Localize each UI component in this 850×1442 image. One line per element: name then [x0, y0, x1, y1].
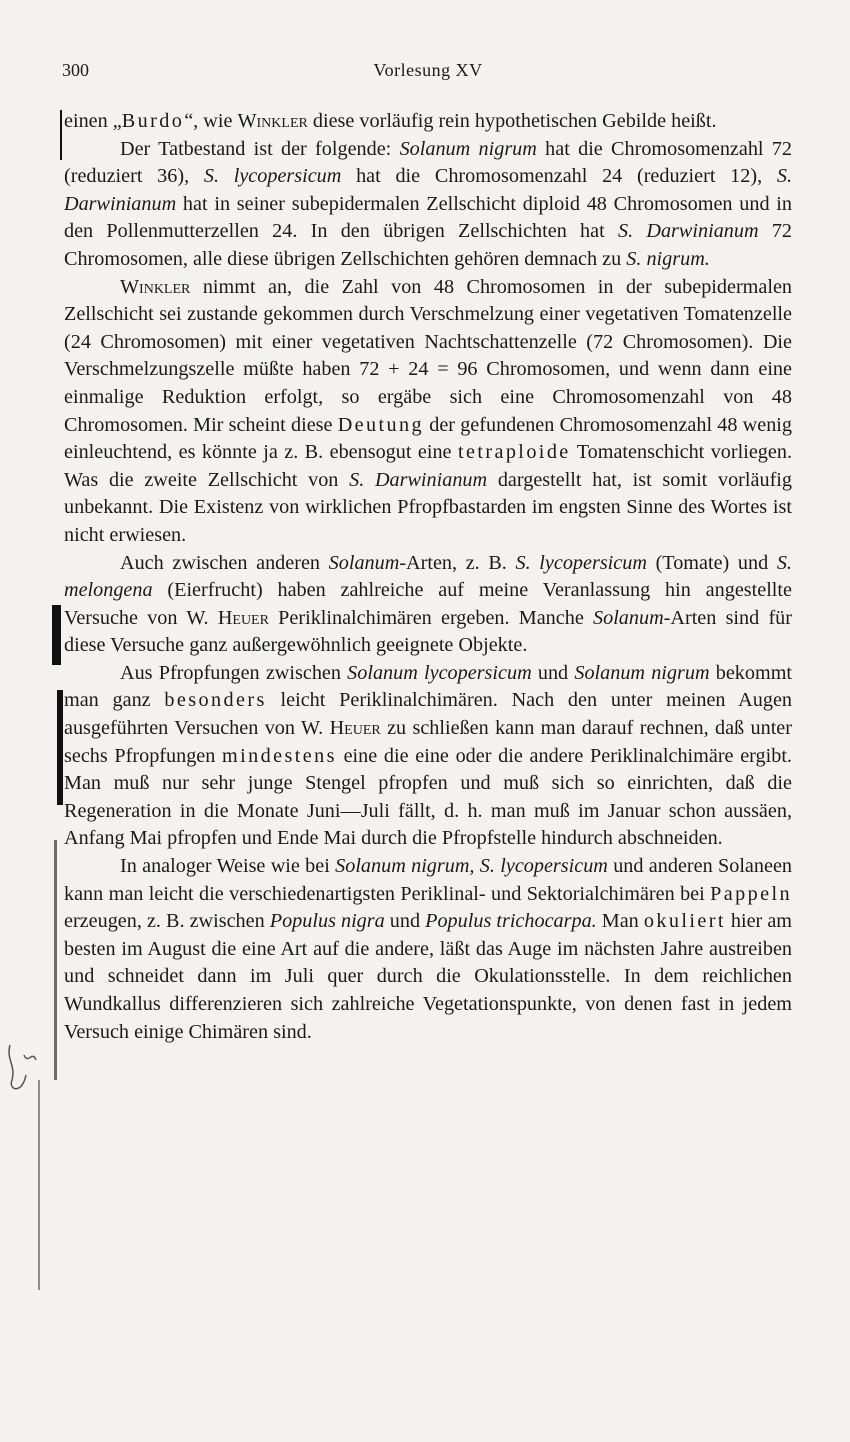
page-number: 300 — [62, 60, 89, 80]
body-text — [64, 108, 792, 1046]
text-run: (Tomate) und — [646, 551, 777, 574]
running-title: Vorlesung XV — [373, 60, 483, 80]
margin-bar-mark — [54, 840, 57, 1080]
text-run: hat in seiner subepidermalen Zellschicht diploid 48 Chromosomen und in den Pollenmutterzellen 24. In den übrigen Zellschichten hat — [64, 192, 792, 243]
italic-text: Populus trichocarpa. — [425, 910, 597, 933]
italic-text: Populus nigra — [269, 910, 385, 933]
italic-text: Solanum — [593, 606, 664, 629]
paragraph — [64, 550, 792, 660]
text-run: Aus Pfropfungen zwischen — [120, 661, 348, 684]
author-name: Heuer — [329, 717, 381, 740]
italic-text: S. Darwinianum — [349, 468, 488, 491]
paragraph — [64, 853, 792, 1046]
italic-text: Solanum nigrum — [574, 661, 710, 684]
text-run: eine die eine oder die andere Periklinalchimäre ergibt. Man muß nur sehr junge Stengel pfropfen und muß sich so einrichten, daß die Regeneration in die Monate Juni—Juli fällt, d. h. man muß im Januar schon aussäen, Anfang Mai pfropfen und Ende Mai durch die Pfropfstelle hindurch abschneiden. — [64, 744, 792, 850]
emphasized-text: okuliert — [643, 910, 726, 933]
italic-text: S. melongena — [64, 551, 792, 602]
emphasized-text: Deutung — [337, 413, 425, 436]
author-name: Heuer — [217, 606, 269, 629]
italic-text: Solanum lycopersicum — [347, 661, 532, 684]
text-run: 72 Chromosomen, alle diese übrigen Zellschichten gehören demnach zu — [64, 220, 793, 270]
page-header — [62, 60, 794, 86]
text-run: Man — [596, 910, 644, 933]
emphasized-text: Burdo — [121, 110, 185, 132]
text-run: und anderen Solaneen kann man leicht die verschiedenartigsten Periklinal- und Sektorialchimären bei — [64, 855, 792, 905]
paragraph — [64, 108, 792, 136]
text-run: (Eierfrucht) haben zahlreiche auf meine Veranlassung hin angestellte Versuche von W. — [64, 579, 792, 629]
text-run: leicht Periklinalchimären. Nach den unter meinen Augen ausgeführten Versuchen von W. — [64, 689, 792, 740]
italic-text: Solanum nigrum, S. lycopersicum — [335, 855, 608, 878]
text-run: hat die Chromosomenzahl 24 (reduziert 12), — [341, 165, 777, 188]
text-run: hat die Chromosomenzahl 72 (reduziert 36), — [64, 137, 793, 188]
paragraph — [64, 660, 792, 853]
text-run: nimmt an, die Zahl von 48 Chromosomen in der subepidermalen Zellschicht sei zustande gekommen durch Verschmelzung einer vegetativen Tomatenzelle (24 Chromosomen) mit einer vegetativen Nachtschattenzelle (72 Chromosomen). Die Verschmelzungszelle müßte haben 72 + 24 = 96 Chromosomen, und wenn dann eine einmalige Reduktion erfolgt, so ergäbe sich eine Chromosomenzahl von 48 Chromosomen. Mir scheint diese — [64, 275, 792, 436]
text-run: bekommt man ganz — [64, 661, 793, 712]
text-run: Periklinalchimären ergeben. Manche — [268, 606, 594, 629]
emphasized-text: besonders — [164, 689, 267, 712]
text-run: erzeugen, z. B. zwischen — [64, 910, 270, 933]
text-run: -Arten sind für diese Versuche ganz außergewöhnlich geeignete Objekte. — [64, 606, 792, 657]
italic-text: S. Darwinianum — [64, 165, 792, 215]
author-name: Winkler — [237, 110, 308, 132]
text-run: -Arten, z. B. — [399, 551, 516, 574]
text-run: der gefundenen Chromosomenzahl 48 wenig einleuchtend, es könnte ja z. B. ebensogut eine — [64, 413, 792, 464]
margin-bar-mark — [57, 690, 63, 805]
text-run: einen „ — [64, 110, 122, 132]
italic-text: S. Darwinianum — [617, 220, 759, 243]
italic-text: Solanum — [328, 551, 400, 574]
margin-bar-mark — [52, 605, 61, 665]
margin-bar-mark — [60, 110, 62, 160]
paragraph — [64, 136, 792, 274]
emphasized-text: mindestens — [222, 744, 337, 767]
text-run: diese vorläufig rein hypothetischen Gebilde heißt. — [307, 110, 717, 132]
italic-text: S. nigrum. — [626, 247, 710, 270]
italic-text: S. lycopersicum — [515, 551, 647, 574]
italic-text: S. lycopersicum — [203, 165, 342, 188]
text-run: Der Tatbestand ist der folgende: — [120, 137, 400, 160]
emphasized-text: Pappeln — [710, 882, 792, 905]
pencil-annotation — [2, 1035, 42, 1115]
text-run: dargestellt hat, ist somit vorläufig unbekannt. Die Existenz von wirklichen Pfropfbastarden im engsten Sinne des Wortes ist nicht erwiesen. — [64, 468, 792, 546]
text-run: In analoger Weise wie bei — [120, 855, 336, 878]
text-run: Auch zwischen anderen — [120, 551, 329, 574]
author-name: Winkler — [120, 275, 191, 298]
emphasized-text: tetraploide — [457, 441, 571, 464]
text-run: und — [384, 910, 426, 933]
text-run: zu schließen kann man darauf rechnen, daß unter sechs Pfropfungen — [64, 717, 792, 767]
text-run: “, wie — [184, 110, 238, 132]
paragraph — [64, 274, 792, 550]
text-run: Tomatenschicht vorliegen. Was die zweite Zellschicht von — [64, 441, 792, 491]
text-run: und — [531, 661, 575, 684]
italic-text: Solanum nigrum — [399, 137, 537, 160]
text-run: hier am besten im August die eine Art auf die andere, läßt das Auge im nächsten Jahre austreiben und schneidet dann im Juli quer durch die Okulationsstelle. In dem reichlichen Wundkallus differenzieren sich zahlreiche Vegetationspunkte, von denen fast in jedem Versuch einige Chimären sind. — [64, 910, 792, 1043]
